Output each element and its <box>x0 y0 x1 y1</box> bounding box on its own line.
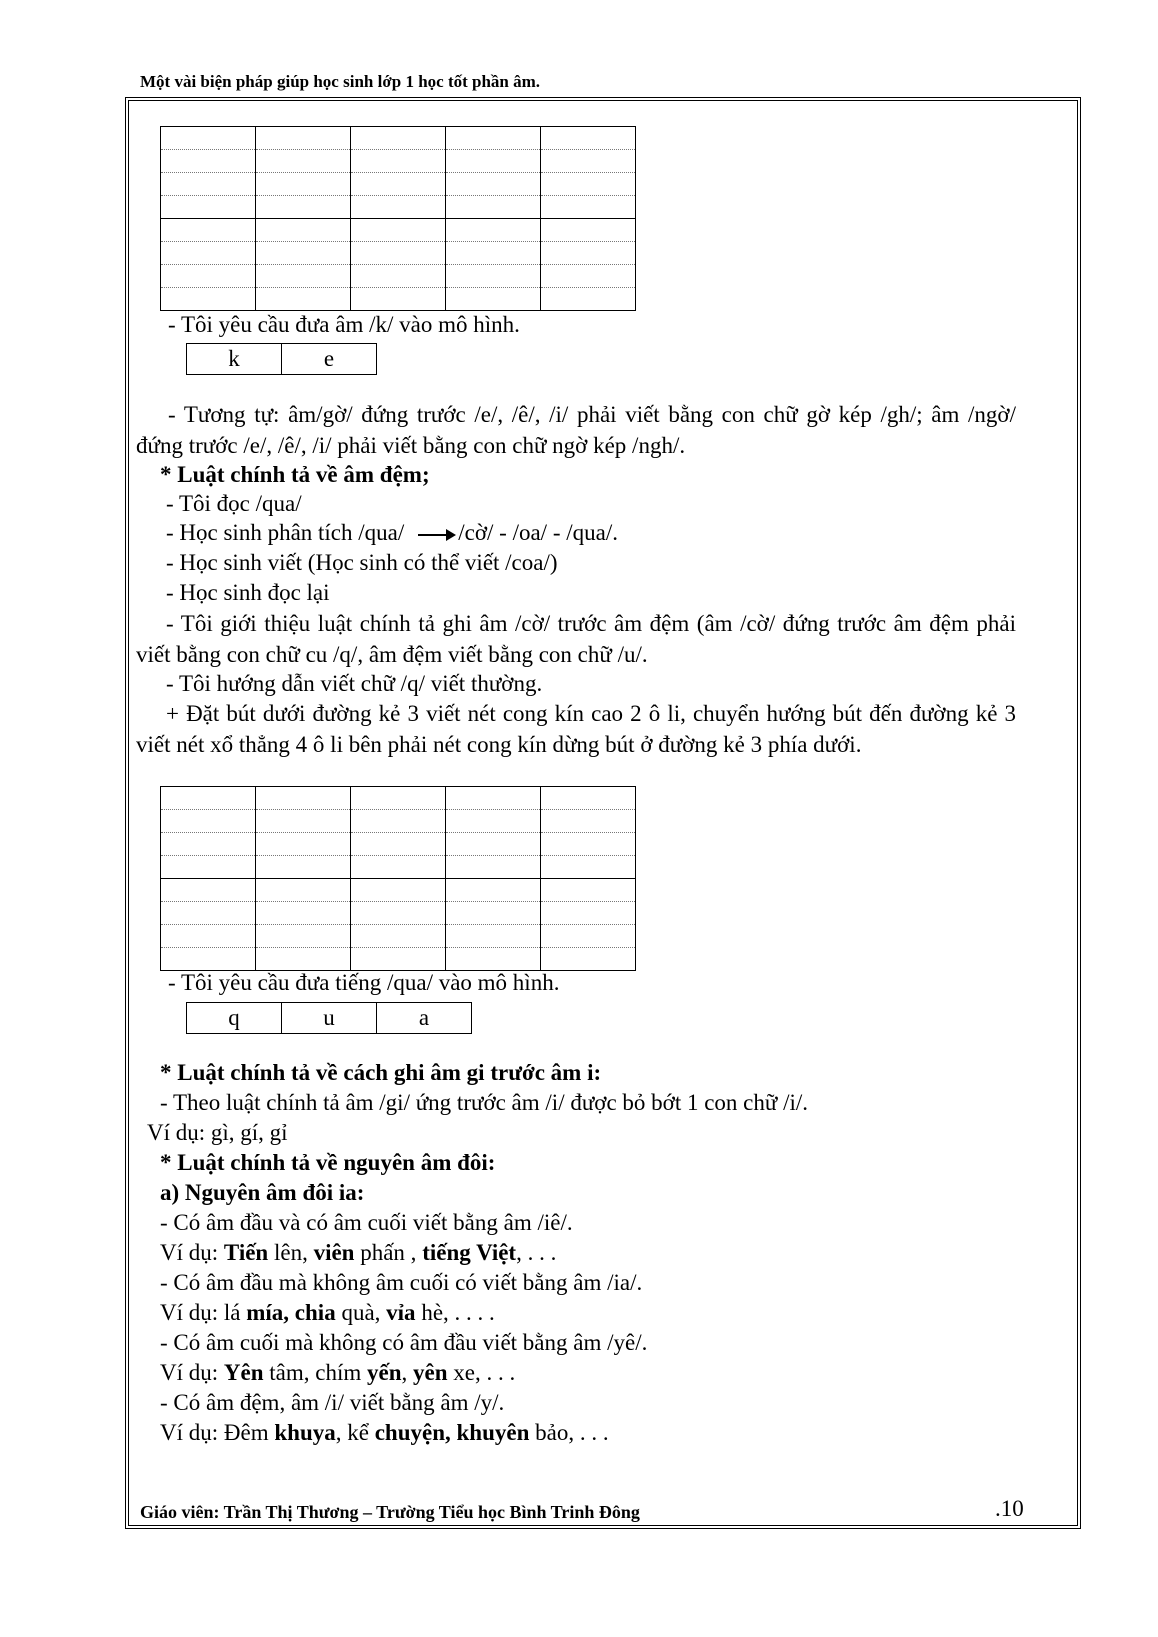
model-cell: k <box>187 344 282 375</box>
text-span: bảo, . . . <box>529 1420 609 1445</box>
bold-word: vỉa <box>386 1300 416 1325</box>
sub-heading: a) Nguyên âm đôi ia: <box>160 1180 365 1205</box>
bold-word: khuya <box>274 1420 336 1445</box>
writing-grid-2 <box>160 786 636 971</box>
text-line: - Có âm đầu và có âm cuối viết bằng âm /iê/. <box>160 1210 573 1235</box>
text-span: xe, . . . <box>447 1360 516 1385</box>
text-span: Ví dụ: Đêm <box>160 1420 275 1445</box>
example-line <box>160 1238 556 1268</box>
text-span: , <box>401 1360 413 1385</box>
text-line: - Theo luật chính tả âm /gi/ ứng trước âm /i/ được bỏ bớt 1 con chữ /i/. <box>160 1090 809 1115</box>
bold-word: Yên <box>223 1360 264 1385</box>
section-heading: * Luật chính tả về cách ghi âm gi trước âm i: <box>160 1060 602 1085</box>
text-span: hè, . . . . <box>415 1300 495 1325</box>
text-span: - Học sinh phân tích /qua/ <box>166 520 405 545</box>
text-span: , . . . <box>516 1240 557 1265</box>
text-span: lên, <box>268 1240 314 1265</box>
right-arrow-icon <box>418 529 456 541</box>
text-line: - Tôi hướng dẫn viết chữ /q/ viết thường. <box>166 671 543 696</box>
writing-grid-1 <box>160 126 636 311</box>
bold-word: mía, chia <box>246 1300 336 1325</box>
paragraph: - Tương tự: âm/gờ/ đứng trước /e/, /ê/, /i/ phải viết bằng con chữ gờ kép /gh/; âm /ngờ/ đứng trước /e/, /ê/, /i/ phải viết bằng con chữ ngờ kép /ngh/. <box>136 402 1016 458</box>
paragraph: - Tôi giới thiệu luật chính tả ghi âm /cờ/ trước âm đệm (âm /cờ/ đứng trước âm đệm phải viết bằng con chữ cu /q/, âm đệm viết bằng con chữ /u/. <box>136 611 1016 667</box>
section-heading: * Luật chính tả về nguyên âm đôi: <box>160 1150 496 1175</box>
paragraph: + Đặt bút dưới đường kẻ 3 viết nét cong kín cao 2 ô li, chuyển hướng bút đến đường kẻ 3 viết nét xổ thẳng 4 ô li bên phải nét cong kín dừng bút ở đường kẻ 3 phía dưới. <box>136 701 1016 757</box>
text-span: Ví dụ: <box>160 1240 224 1265</box>
section-heading: * Luật chính tả về âm đệm; <box>160 462 430 487</box>
text-span: , kể <box>335 1420 375 1445</box>
text-span: Ví dụ: <box>160 1360 224 1385</box>
model-cell: q <box>187 1003 282 1034</box>
text-line: - Học sinh đọc lại <box>166 580 330 605</box>
phoneme-model-qua <box>186 1002 472 1034</box>
text-line: - Tôi đọc /qua/ <box>166 491 302 516</box>
page-header: Một vài biện pháp giúp học sinh lớp 1 học tốt phần âm. <box>140 72 541 91</box>
text-span: quà, <box>335 1300 387 1325</box>
text-line: - Có âm cuối mà không có âm đầu viết bằng âm /yê/. <box>160 1330 648 1355</box>
page-footer: Giáo viên: Trần Thị Thương – Trường Tiểu học Bình Trinh Đông <box>140 1502 640 1522</box>
bold-word: yến <box>367 1360 402 1385</box>
page-number: .10 <box>995 1496 1024 1521</box>
text-line: - Tôi yêu cầu đưa âm /k/ vào mô hình. <box>168 312 520 337</box>
text-line: - Có âm đệm, âm /i/ viết bằng âm /y/. <box>160 1390 505 1415</box>
text-line: - Học sinh viết (Học sinh có thể viết /coa/) <box>166 550 558 575</box>
text-span: Ví dụ: lá <box>160 1300 247 1325</box>
bold-word: chuyện, khuyên <box>374 1420 530 1445</box>
text-span: /cờ/ - /oa/ - /qua/. <box>458 520 618 545</box>
text-span: tâm, chím <box>263 1360 367 1385</box>
text-line: Ví dụ: gì, gí, gỉ <box>147 1120 288 1145</box>
model-cell: a <box>377 1003 472 1034</box>
text-line: - Tôi yêu cầu đưa tiếng /qua/ vào mô hình. <box>168 970 560 995</box>
text-span: phấn , <box>354 1240 423 1265</box>
bold-word: Tiến <box>223 1240 269 1265</box>
bold-word: tiếng Việt <box>422 1240 517 1265</box>
bold-word: viên <box>313 1240 355 1265</box>
text-line: - Có âm đầu mà không âm cuối có viết bằng âm /ia/. <box>160 1270 643 1295</box>
model-cell: e <box>282 344 377 375</box>
model-cell: u <box>282 1003 377 1034</box>
phoneme-model-ke <box>186 343 377 375</box>
example-line <box>160 1298 495 1328</box>
example-line <box>160 1418 609 1448</box>
bold-word: yên <box>413 1360 448 1385</box>
example-line <box>160 1358 515 1388</box>
text-line <box>166 518 618 548</box>
